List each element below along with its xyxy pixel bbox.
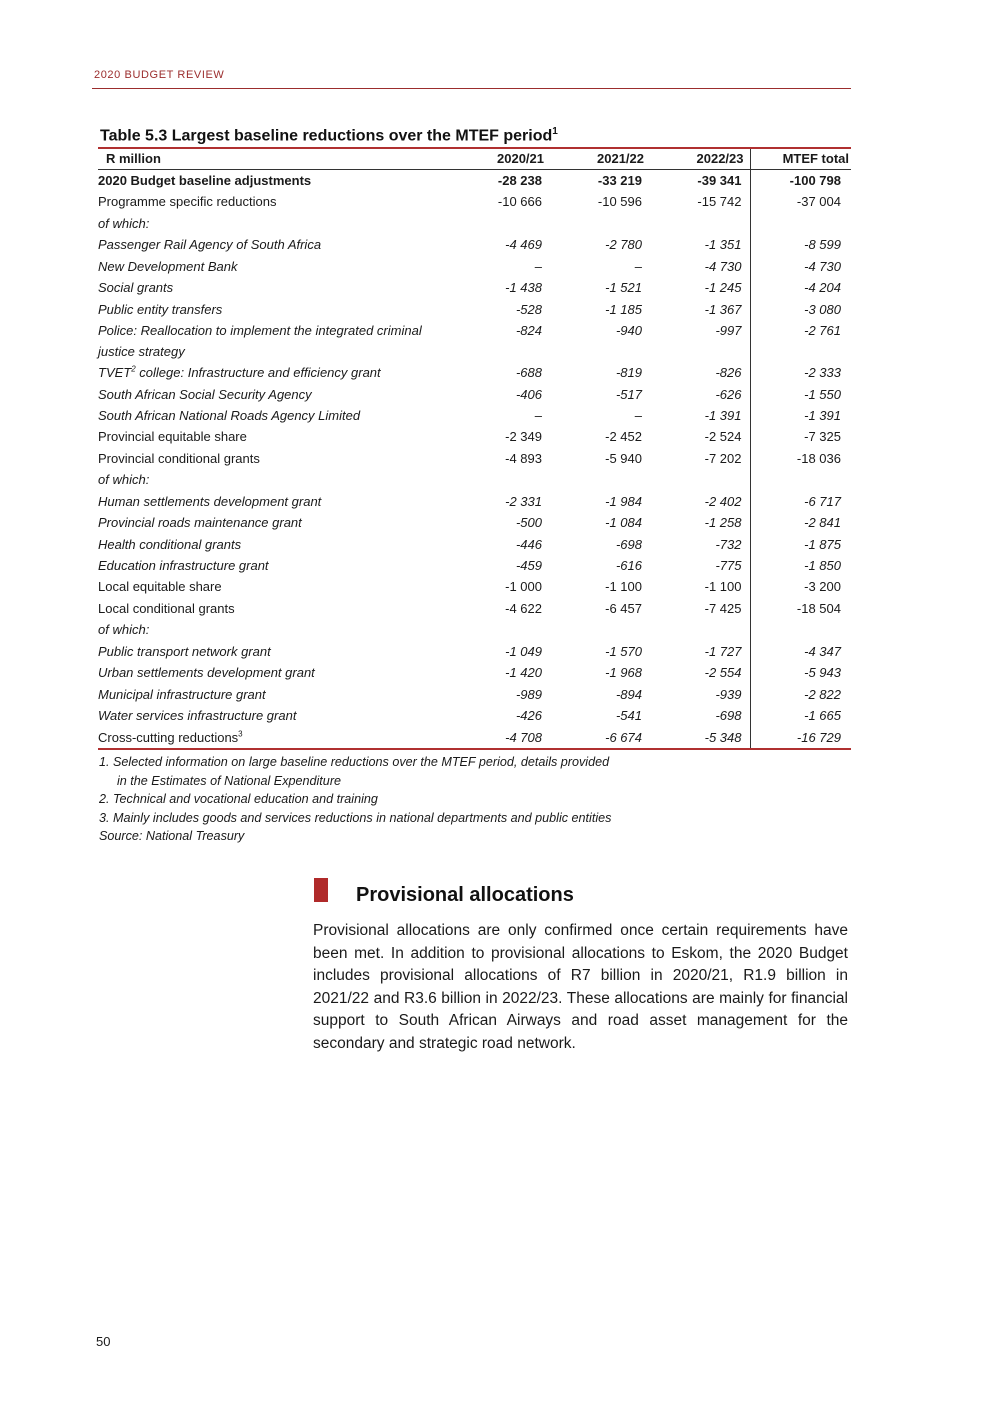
cell-mtef-total: -8 599	[750, 234, 851, 255]
header-rule	[92, 88, 851, 89]
cell-value: -1 049	[505, 643, 542, 659]
cell-mtef-total: -2 333	[750, 362, 851, 383]
row-label	[98, 191, 450, 212]
row-label	[98, 705, 450, 726]
row-label	[98, 469, 450, 490]
cell-value: -1 521	[605, 280, 642, 296]
table-row	[98, 213, 851, 234]
cell-value	[550, 619, 650, 640]
row-label-text: Cross-cutting reductions	[98, 729, 239, 745]
table-row	[98, 662, 851, 683]
cell-value: -626	[715, 386, 742, 402]
table-note: 2. Technical and vocational education and training	[99, 792, 378, 806]
row-label-text-rest: college: Infrastructure and efficiency grant	[135, 365, 381, 381]
cell-value: -541	[615, 708, 642, 724]
table-row	[98, 170, 851, 192]
reductions-table	[98, 149, 851, 750]
row-label	[98, 641, 450, 662]
cell-value: -1 727	[704, 643, 742, 659]
cell-value: -4 469	[505, 237, 542, 253]
row-label-text: Health conditional grants	[98, 536, 242, 552]
cell-value: -1 984	[605, 493, 642, 509]
cell-value: -824	[515, 323, 542, 339]
cell-value	[550, 469, 650, 490]
cell-mtef-total	[750, 469, 851, 490]
row-label-text: Provincial equitable share	[98, 429, 247, 445]
cell-mtef-total: -18 504	[750, 598, 851, 619]
cell-value: -2 331	[505, 493, 542, 509]
section-paragraph: Provisional allocations are only confirmed once certain requirements have been met. In addition to provisional allocations to Eskom, the 2020 Budget includes provisional allocations of R7 billion in 2020/21, R1.9 billion in 2021/22 and R3.6 billion in 2022/23. These allocations are mainly for financial support to South African Airways and road asset management for the secondary and strategic road network.	[313, 922, 848, 1052]
cell-value: -1 420	[505, 665, 542, 681]
cell-value: -6 457	[605, 600, 642, 616]
cell-value: -5 348	[650, 727, 750, 749]
cell-value: -28 238	[497, 173, 542, 188]
row-label-text: Provincial conditional grants	[98, 450, 260, 466]
row-label	[98, 170, 450, 192]
cell-value: -1 000	[505, 579, 542, 595]
cell-value: -10 666	[497, 194, 542, 210]
row-label-text: of which:	[98, 215, 150, 231]
cell-mtef-total: -1 550	[750, 384, 851, 405]
column-header-2021-22: 2021/22	[550, 149, 650, 170]
cell-value: -997	[715, 323, 742, 339]
column-header-2020-21: 2020/21	[450, 149, 550, 170]
row-label-footnote: 2	[131, 364, 136, 374]
cell-mtef-total: -2 761	[750, 320, 851, 362]
cell-value: –	[534, 258, 542, 274]
table-row	[98, 534, 851, 555]
row-label	[98, 213, 450, 234]
cell-value: -426	[515, 708, 542, 724]
cell-value: -2 554	[704, 665, 742, 681]
table-source: Source: National Treasury	[99, 829, 245, 843]
cell-value: -5 940	[605, 450, 642, 466]
row-label-text: of which:	[98, 472, 150, 488]
row-label	[98, 555, 450, 576]
section-marker	[314, 878, 328, 902]
cell-value: -1 367	[704, 301, 742, 317]
row-label-text: South African National Roads Agency Limited	[98, 407, 361, 423]
row-label	[98, 727, 450, 749]
cell-value: -819	[615, 365, 642, 381]
cell-value: -33 219	[597, 173, 642, 188]
cell-mtef-total: -4 730	[750, 256, 851, 277]
cell-value: -2 349	[505, 429, 542, 445]
table-row	[98, 405, 851, 426]
row-label-text: 2020 Budget baseline adjustments	[98, 173, 312, 188]
row-label-text: Municipal infrastructure grant	[98, 686, 266, 702]
row-label	[98, 384, 450, 405]
cell-value	[650, 619, 750, 640]
cell-value: -2 780	[605, 237, 642, 253]
cell-mtef-total: -1 875	[750, 534, 851, 555]
cell-value: -4 622	[505, 600, 542, 616]
table-row	[98, 598, 851, 619]
cell-mtef-total: -4 347	[750, 641, 851, 662]
running-header: 2020 BUDGET REVIEW	[94, 69, 225, 81]
row-label-text: Local conditional grants	[98, 600, 235, 616]
cell-mtef-total: -7 325	[750, 426, 851, 447]
cell-value	[550, 213, 650, 234]
cell-value: -698	[615, 536, 642, 552]
row-label	[98, 320, 450, 362]
cell-value: -10 596	[597, 194, 642, 210]
table-title-text: Table 5.3 Largest baseline reductions over the MTEF period	[100, 127, 553, 145]
cell-value: -500	[515, 515, 542, 531]
cell-value: -1 570	[605, 643, 642, 659]
row-label	[98, 362, 450, 383]
row-label-text: Social grants	[98, 280, 174, 296]
cell-value: -528	[515, 301, 542, 317]
row-label	[98, 619, 450, 640]
cell-mtef-total: -5 943	[750, 662, 851, 683]
cell-value: -1 100	[605, 579, 642, 595]
cell-value: -826	[715, 365, 742, 381]
cell-mtef-total: -3 080	[750, 299, 851, 320]
cell-value: -1 185	[605, 301, 642, 317]
column-header-unit: R million	[98, 149, 450, 170]
table-row	[98, 641, 851, 662]
table-row	[98, 469, 851, 490]
cell-value: -7 425	[704, 600, 742, 616]
row-label-text: Local equitable share	[98, 579, 222, 595]
cell-value	[650, 469, 750, 490]
cell-value: -459	[515, 558, 542, 573]
cell-value: –	[634, 407, 642, 423]
cell-mtef-total	[750, 213, 851, 234]
cell-mtef-total: -3 200	[750, 576, 851, 597]
table-row	[98, 384, 851, 405]
cell-value	[450, 469, 550, 490]
table-row	[98, 191, 851, 212]
table-row	[98, 256, 851, 277]
cell-mtef-total: -6 717	[750, 491, 851, 512]
cell-value: -1 245	[704, 280, 742, 296]
section-heading: Provisional allocations	[356, 884, 574, 906]
cell-value: -775	[715, 558, 742, 573]
row-label-text: Public entity transfers	[98, 301, 223, 317]
row-label-text: Water services infrastructure grant	[98, 708, 297, 724]
cell-value	[450, 213, 550, 234]
cell-value: -2 524	[704, 429, 742, 445]
row-label	[98, 576, 450, 597]
cell-value: -406	[515, 386, 542, 402]
table-row	[98, 362, 851, 383]
cell-value: -1 258	[704, 515, 742, 531]
table-row	[98, 555, 851, 576]
row-label	[98, 598, 450, 619]
row-label	[98, 277, 450, 298]
cell-value: -616	[615, 558, 642, 573]
table-row	[98, 512, 851, 533]
table-row	[98, 684, 851, 705]
cell-mtef-total: -1 850	[750, 555, 851, 576]
cell-value: -2 402	[704, 493, 742, 509]
table-body	[98, 170, 851, 749]
table-row	[98, 426, 851, 447]
cell-value: -1 351	[704, 237, 742, 253]
cell-value: -7 202	[704, 450, 742, 466]
table-note: in the Estimates of National Expenditure	[117, 773, 342, 788]
table-row	[98, 727, 851, 749]
cell-mtef-total: -1 665	[750, 705, 851, 726]
cell-mtef-total: -1 391	[750, 405, 851, 426]
row-label	[98, 426, 450, 447]
cell-value: -446	[515, 536, 542, 552]
table-title	[100, 126, 558, 145]
row-label-text: South African Social Security Agency	[98, 386, 312, 402]
cell-mtef-total: -37 004	[750, 191, 851, 212]
row-label	[98, 405, 450, 426]
cell-mtef-total: -2 822	[750, 684, 851, 705]
cell-value: -688	[515, 365, 542, 381]
cell-mtef-total: -18 036	[750, 448, 851, 469]
row-label-text: Human settlements development grant	[98, 493, 322, 509]
row-label-footnote: 3	[238, 729, 243, 739]
row-label	[98, 491, 450, 512]
cell-value: -517	[615, 386, 642, 402]
cell-value: -989	[515, 686, 542, 702]
cell-mtef-total: -4 204	[750, 277, 851, 298]
cell-value: -939	[715, 686, 742, 702]
row-label-text: TVET	[98, 365, 132, 381]
cell-value: -2 452	[605, 429, 642, 445]
table-row	[98, 576, 851, 597]
table-row	[98, 448, 851, 469]
row-label-text: Public transport network grant	[98, 643, 271, 659]
cell-value: -39 341	[697, 173, 742, 188]
cell-value: -1 391	[704, 407, 742, 423]
row-label	[98, 512, 450, 533]
cell-value: -6 674	[550, 727, 650, 749]
row-label-text: of which:	[98, 622, 150, 638]
cell-value: -894	[615, 686, 642, 702]
row-label-text: Education infrastructure grant	[98, 558, 269, 573]
cell-value: -4 708	[450, 727, 550, 749]
table-notes	[99, 753, 611, 846]
cell-value: -698	[715, 708, 742, 724]
column-header-mtef-total: MTEF total	[750, 149, 851, 170]
row-label	[98, 234, 450, 255]
row-label	[98, 299, 450, 320]
table-header-row	[98, 149, 851, 170]
row-label-text: Provincial roads maintenance grant	[98, 515, 302, 531]
table-note: 3. Mainly includes goods and services reductions in national departments and public entities	[99, 810, 612, 825]
table-note: 1. Selected information on large baseline reductions over the MTEF period, details provided	[99, 755, 610, 769]
row-label-text: Programme specific reductions	[98, 194, 277, 210]
cell-value: –	[634, 258, 642, 274]
row-label-text: Urban settlements development grant	[98, 665, 315, 681]
row-label	[98, 256, 450, 277]
cell-value: -15 742	[697, 194, 742, 210]
table-row	[98, 491, 851, 512]
row-label	[98, 684, 450, 705]
cell-value: -1 084	[605, 515, 642, 531]
cell-value: –	[534, 407, 542, 423]
table-row	[98, 705, 851, 726]
cell-mtef-total	[750, 619, 851, 640]
table-row	[98, 299, 851, 320]
row-label	[98, 448, 450, 469]
cell-value: -1 438	[505, 280, 542, 296]
table-row	[98, 320, 851, 362]
cell-value: -940	[615, 323, 642, 339]
cell-mtef-total: -100 798	[750, 170, 851, 192]
row-label-text: New Development Bank	[98, 258, 238, 274]
table-row	[98, 234, 851, 255]
cell-value: -4 730	[704, 258, 742, 274]
row-label	[98, 662, 450, 683]
table-title-footnote: 1	[552, 126, 558, 137]
table-row	[98, 277, 851, 298]
row-label-text: Police: Reallocation to implement the integrated criminal justice strategy	[98, 323, 422, 360]
table-row	[98, 619, 851, 640]
cell-mtef-total: -16 729	[750, 727, 851, 749]
cell-value: -1 968	[605, 665, 642, 681]
cell-value	[450, 619, 550, 640]
column-header-2022-23: 2022/23	[650, 149, 750, 170]
cell-value: -732	[715, 536, 742, 552]
cell-value: -1 100	[704, 579, 742, 595]
page-number: 50	[96, 1334, 111, 1349]
row-label-text: Passenger Rail Agency of South Africa	[98, 237, 322, 253]
row-label	[98, 534, 450, 555]
cell-value: -4 893	[505, 450, 542, 466]
cell-mtef-total: -2 841	[750, 512, 851, 533]
cell-value	[650, 213, 750, 234]
